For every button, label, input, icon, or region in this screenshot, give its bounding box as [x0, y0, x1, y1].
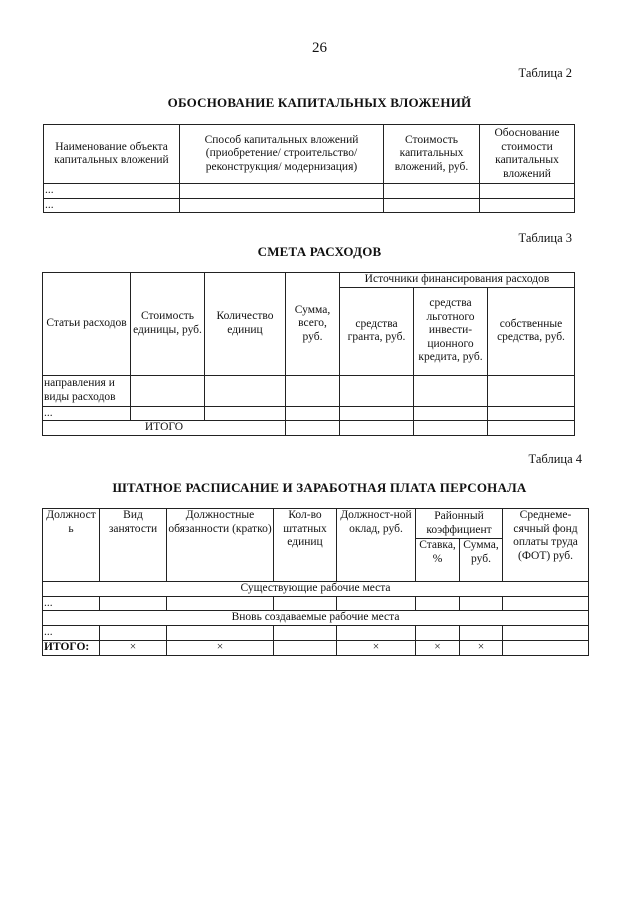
t3-header-credit: средства льготного инвести-ционного кредита, руб.: [414, 287, 488, 375]
t4-header-duties: Должностные обязанности (кратко): [167, 509, 274, 582]
t2-header-cost: Стоимость капитальных вложений, руб.: [384, 125, 480, 184]
t4-cell: [337, 596, 416, 611]
t4-cell: [337, 626, 416, 641]
t3-cell: [414, 406, 488, 421]
t3-cell: [205, 375, 286, 406]
t4-cross: ×: [416, 640, 460, 655]
page-number: 26: [312, 40, 327, 56]
table4: [42, 508, 589, 656]
t3-header-own: собственные средства, руб.: [488, 287, 575, 375]
t3-header-total: Сумма, всего, руб.: [286, 273, 340, 376]
t4-header-rate: Ставка, %: [416, 539, 460, 582]
t4-header-regional: Районный коэффициент: [416, 509, 503, 539]
t2-row-dots: ...: [44, 198, 180, 213]
t4-section-existing: Существующие рабочие места: [43, 582, 589, 597]
t4-header-salary: Должност-ной оклад, руб.: [337, 509, 416, 582]
t2-row-dots: ...: [44, 184, 180, 199]
t4-cross: ×: [100, 640, 167, 655]
table2-title: ОБОСНОВАНИЕ КАПИТАЛЬНЫХ ВЛОЖЕНИЙ: [167, 95, 472, 110]
t3-cell: [286, 406, 340, 421]
t2-cell: [384, 198, 480, 213]
t3-total-label: ИТОГО: [43, 421, 286, 436]
t4-cell: [416, 596, 460, 611]
table4-title: ШТАТНОЕ РАСПИСАНИЕ И ЗАРАБОТНАЯ ПЛАТА ПЕРСОНАЛА: [112, 480, 527, 495]
t4-header-sum: Сумма, руб.: [460, 539, 503, 582]
t3-cell: [414, 421, 488, 436]
t3-cell: [488, 406, 575, 421]
t3-header-qty: Количество единиц: [205, 273, 286, 376]
t4-cell: [100, 596, 167, 611]
t4-cell: [460, 626, 503, 641]
table3-label: Таблица 3: [518, 231, 572, 245]
t2-cell: [180, 198, 384, 213]
t3-header-items: Статьи расходов: [43, 273, 131, 376]
t4-cell: [167, 596, 274, 611]
table2-label: Таблица 2: [518, 66, 572, 80]
t4-cell: [274, 640, 337, 655]
t2-header-method: Способ капитальных вложений (приобретение/ строительство/реконструкция/ модернизация): [180, 125, 384, 184]
t3-cell: [414, 375, 488, 406]
t2-cell: [480, 198, 575, 213]
t4-header-units: Кол-во штатных единиц: [274, 509, 337, 582]
t4-header-fund: Среднеме-сячный фонд оплаты труда (ФОТ) руб.: [503, 509, 589, 582]
t4-row-dots: ...: [43, 626, 100, 641]
t3-cell: [488, 421, 575, 436]
t2-cell: [384, 184, 480, 199]
t3-header-sources: Источники финансирования расходов: [340, 273, 575, 288]
t3-cell: [131, 406, 205, 421]
table3: [42, 272, 575, 436]
t3-cell: [340, 406, 414, 421]
t4-header-position: Должность: [43, 509, 100, 582]
t2-cell: [180, 184, 384, 199]
t3-cell: [340, 421, 414, 436]
t3-row-dots: ...: [43, 406, 131, 421]
t4-cell: [460, 596, 503, 611]
t3-cell: [488, 375, 575, 406]
t4-header-employment: Вид занятости: [100, 509, 167, 582]
t4-total-label: ИТОГО:: [43, 640, 100, 655]
t3-header-grant: средства гранта, руб.: [340, 287, 414, 375]
t3-cell: [205, 406, 286, 421]
t4-cell: [503, 640, 589, 655]
table3-title: СМЕТА РАСХОДОВ: [257, 244, 382, 259]
t4-cell: [274, 596, 337, 611]
t4-cell: [167, 626, 274, 641]
t3-cell: [286, 375, 340, 406]
t4-cross: ×: [167, 640, 274, 655]
t3-cell: [340, 375, 414, 406]
t3-row-label: направления и виды расходов: [43, 375, 131, 406]
t2-header-name: Наименование объекта капитальных вложений: [44, 125, 180, 184]
t4-cross: ×: [460, 640, 503, 655]
t4-cross: ×: [337, 640, 416, 655]
t4-cell: [416, 626, 460, 641]
t4-cell: [274, 626, 337, 641]
t4-row-dots: ...: [43, 596, 100, 611]
table4-label: Таблица 4: [528, 452, 582, 466]
t4-section-new: Вновь создаваемые рабочие места: [43, 611, 589, 626]
t3-cell: [286, 421, 340, 436]
t4-cell: [503, 596, 589, 611]
table2: [43, 124, 575, 213]
t4-cell: [503, 626, 589, 641]
t3-header-unit-cost: Стоимость единицы, руб.: [131, 273, 205, 376]
t4-cell: [100, 626, 167, 641]
t2-cell: [480, 184, 575, 199]
t2-header-justification: Обоснование стоимости капитальных вложений: [480, 125, 575, 184]
t3-cell: [131, 375, 205, 406]
